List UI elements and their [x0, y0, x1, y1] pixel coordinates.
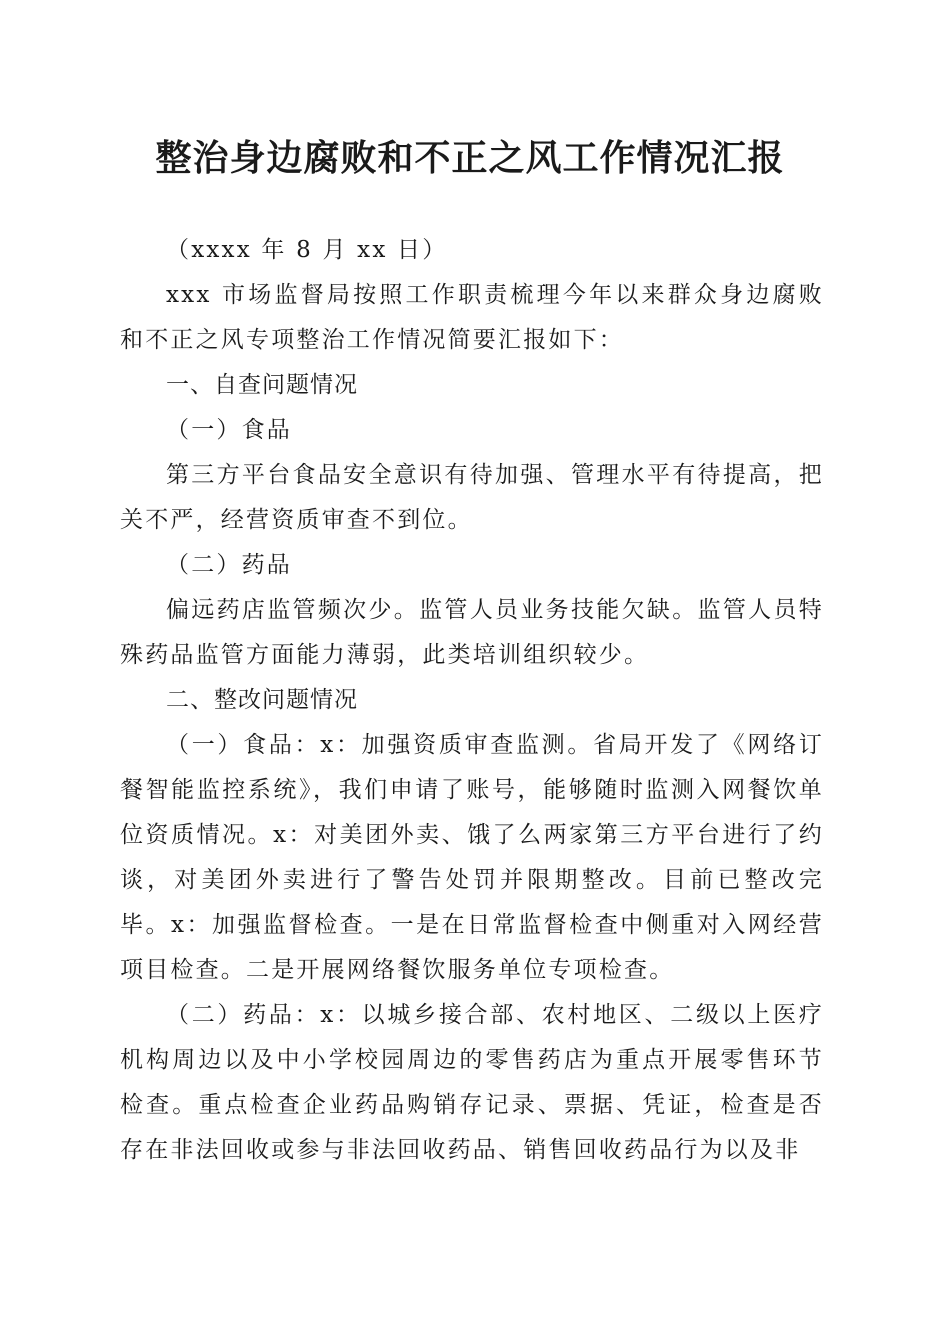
- paragraph-food-rectification: （一）食品：x：加强资质审查监测。省局开发了《网络订餐智能监控系统》，我们申请了账号，能够随时监测入网餐饮单位资质情况。x：对美团外卖、饿了么两家第三方平台进行了约谈，对美团外卖进行了警告处罚并限期整改。目前已整改完毕。x：加强监督检查。一是在日常监督检查中侧重对入网经营项目检查。二是开展网络餐饮服务单位专项检查。: [120, 732, 824, 983]
- subheading-drugs: （二）药品: [166, 552, 292, 578]
- subheading-food: （一）食品: [166, 417, 292, 443]
- section-heading-rectification: 二、整改问题情况: [166, 687, 358, 713]
- date-line: （xxxx 年 8 月 xx 日）: [166, 237, 448, 263]
- section-heading-self-check: 一、自查问题情况: [166, 372, 358, 398]
- intro-paragraph: xxx 市场监督局按照工作职责梳理今年以来群众身边腐败和不正之风专项整治工作情况简要汇报如下：: [120, 282, 824, 353]
- document-title: 整治身边腐败和不正之风工作情况汇报: [155, 137, 785, 179]
- paragraph-drug-issues: 偏远药店监管频次少。监管人员业务技能欠缺。监管人员特殊药品监管方面能力薄弱，此类培训组织较少。: [120, 597, 824, 668]
- document-body: [120, 228, 824, 1173]
- paragraph-food-issues: 第三方平台食品安全意识有待加强、管理水平有待提高，把关不严，经营资质审查不到位。: [120, 462, 824, 533]
- paragraph-drug-rectification: （二）药品：x：以城乡接合部、农村地区、二级以上医疗机构周边以及中小学校园周边的零售药店为重点开展零售环节检查。重点检查企业药品购销存记录、票据、凭证，检查是否存在非法回收或参与非法回收药品、销售回收药品行为以及非: [120, 1002, 824, 1163]
